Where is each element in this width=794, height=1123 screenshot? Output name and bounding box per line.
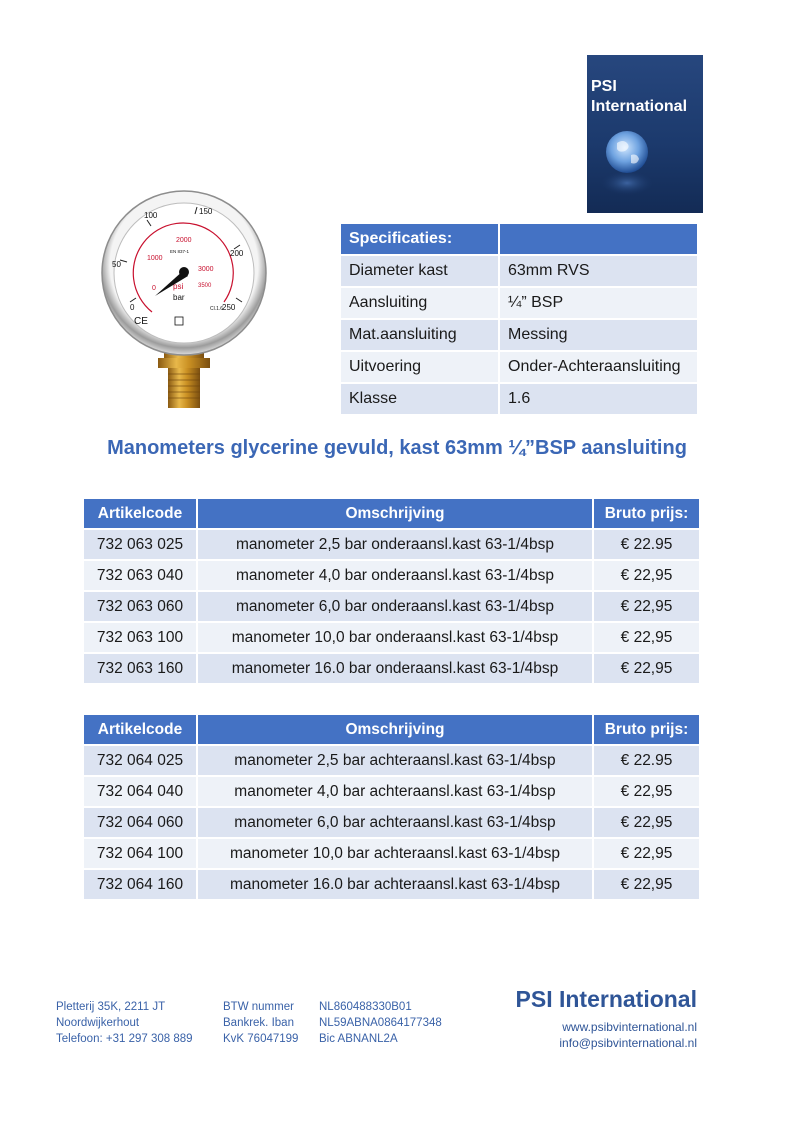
kvk-number: KvK 76047199	[223, 1033, 299, 1045]
article-price: € 22,95	[592, 808, 699, 837]
table-row	[84, 592, 699, 621]
gauge-tick-psi-1000: 1000	[147, 255, 163, 262]
article-code: 732 064 060	[84, 808, 196, 837]
article-price: € 22,95	[592, 654, 699, 683]
gauge-class-mark: Cl.1.6	[210, 306, 224, 312]
spec-row	[341, 288, 697, 318]
table-row	[84, 808, 699, 837]
gauge-ce-mark: CE	[134, 316, 148, 327]
spec-key: Diameter kast	[341, 256, 498, 286]
spec-row	[341, 256, 697, 286]
article-code: 732 064 160	[84, 870, 196, 899]
table-row	[84, 623, 699, 652]
article-price: € 22,95	[592, 561, 699, 590]
footer-registration-labels	[223, 999, 298, 1047]
article-code: 732 063 160	[84, 654, 196, 683]
article-code: 732 064 025	[84, 746, 196, 775]
column-header-price: Bruto prijs:	[592, 715, 699, 744]
article-description: manometer 6,0 bar achteraansl.kast 63-1/4bsp	[196, 808, 592, 837]
gauge-tick-bar-150: 150	[199, 207, 213, 216]
article-description: manometer 16.0 bar onderaansl.kast 63-1/4bsp	[196, 654, 592, 683]
bank-label: Bankrek. Iban	[223, 1017, 294, 1029]
article-code: 732 063 040	[84, 561, 196, 590]
product-table-bottom-connection	[84, 497, 699, 685]
column-header-code: Artikelcode	[84, 715, 196, 744]
vat-number: NL860488330B01	[319, 1001, 412, 1013]
article-price: € 22.95	[592, 746, 699, 775]
email-link[interactable]: info@psibvinternational.nl	[559, 1036, 697, 1050]
table-row	[84, 777, 699, 806]
gauge-unit-bar: bar	[173, 293, 185, 302]
page-heading: Manometers glycerine gevuld, kast 63mm ¼”BSP aansluiting	[107, 437, 687, 459]
company-logo	[587, 55, 703, 213]
table-row	[84, 839, 699, 868]
column-header-description: Omschrijving	[196, 715, 592, 744]
article-price: € 22,95	[592, 623, 699, 652]
article-code: 732 064 100	[84, 839, 196, 868]
spec-header-label: Specificaties:	[341, 224, 498, 254]
gauge-tick-bar-0: 0	[130, 303, 135, 312]
phone-line: Telefoon: +31 297 308 889	[56, 1033, 193, 1045]
bic-code: Bic ABNANL2A	[319, 1033, 398, 1045]
website-link[interactable]: www.psibvinternational.nl	[562, 1020, 697, 1034]
table-row	[84, 654, 699, 683]
article-price: € 22,95	[592, 839, 699, 868]
address-line: Noordwijkerhout	[56, 1017, 140, 1029]
gauge-tick-psi-0: 0	[152, 285, 156, 292]
globe-icon	[587, 115, 703, 213]
product-table-back-connection	[84, 713, 699, 901]
article-description: manometer 4,0 bar achteraansl.kast 63-1/4bsp	[196, 777, 592, 806]
column-header-code: Artikelcode	[84, 499, 196, 528]
spec-key: Klasse	[341, 384, 498, 414]
footer-brand: PSI International	[515, 986, 697, 1012]
gauge-tick-psi-3500: 3500	[198, 283, 212, 289]
gauge-tick-bar-50: 50	[112, 260, 121, 269]
footer-address	[56, 999, 193, 1047]
article-code: 732 064 040	[84, 777, 196, 806]
iban-number: NL59ABNA0864177348	[319, 1017, 442, 1029]
article-price: € 22,95	[592, 592, 699, 621]
table-row	[84, 530, 699, 559]
table-row	[84, 746, 699, 775]
table-row	[84, 561, 699, 590]
column-header-price: Bruto prijs:	[592, 499, 699, 528]
footer-contact	[559, 1019, 697, 1051]
spec-header-row	[341, 224, 697, 254]
article-price: € 22,95	[592, 777, 699, 806]
article-description: manometer 16.0 bar achteraansl.kast 63-1/4bsp	[196, 870, 592, 899]
gauge-tick-psi-2000: 2000	[176, 237, 192, 244]
gauge-unit-psi: psi	[173, 282, 184, 291]
footer-registration-values	[319, 999, 442, 1047]
article-description: manometer 10,0 bar onderaansl.kast 63-1/4bsp	[196, 623, 592, 652]
gauge-tick-bar-100: 100	[144, 211, 158, 220]
table-header-row	[84, 715, 699, 744]
spec-row	[341, 352, 697, 382]
spec-value: Onder-Achteraansluiting	[498, 352, 697, 382]
spec-value: 1.6	[498, 384, 697, 414]
logo-line-1: PSI	[591, 78, 617, 95]
article-description: manometer 10,0 bar achteraansl.kast 63-1/4bsp	[196, 839, 592, 868]
spec-key: Mat.aansluiting	[341, 320, 498, 350]
spec-value: ¼” BSP	[498, 288, 697, 318]
article-description: manometer 2,5 bar onderaansl.kast 63-1/4bsp	[196, 530, 592, 559]
spec-value: Messing	[498, 320, 697, 350]
gauge-standard: EN 837-1	[170, 249, 190, 254]
gauge-tick-psi-3000: 3000	[198, 266, 214, 273]
gauge-tick-bar-200: 200	[230, 249, 244, 258]
pressure-gauge-image	[100, 190, 268, 412]
article-code: 732 063 100	[84, 623, 196, 652]
specifications-table	[341, 222, 697, 416]
spec-key: Uitvoering	[341, 352, 498, 382]
spec-row	[341, 384, 697, 414]
article-price: € 22.95	[592, 530, 699, 559]
table-header-row	[84, 499, 699, 528]
vat-label: BTW nummer	[223, 1001, 294, 1013]
spec-value: 63mm RVS	[498, 256, 697, 286]
logo-line-2: International	[591, 98, 688, 115]
article-price: € 22,95	[592, 870, 699, 899]
column-header-description: Omschrijving	[196, 499, 592, 528]
article-description: manometer 4,0 bar onderaansl.kast 63-1/4bsp	[196, 561, 592, 590]
gauge-tick-bar-250: 250	[222, 303, 236, 312]
spec-key: Aansluiting	[341, 288, 498, 318]
spec-row	[341, 320, 697, 350]
table-row	[84, 870, 699, 899]
article-code: 732 063 060	[84, 592, 196, 621]
article-description: manometer 6,0 bar onderaansl.kast 63-1/4bsp	[196, 592, 592, 621]
article-code: 732 063 025	[84, 530, 196, 559]
spec-header-empty	[498, 224, 697, 254]
article-description: manometer 2,5 bar achteraansl.kast 63-1/4bsp	[196, 746, 592, 775]
address-line: Pletterij 35K, 2211 JT	[56, 1001, 166, 1013]
